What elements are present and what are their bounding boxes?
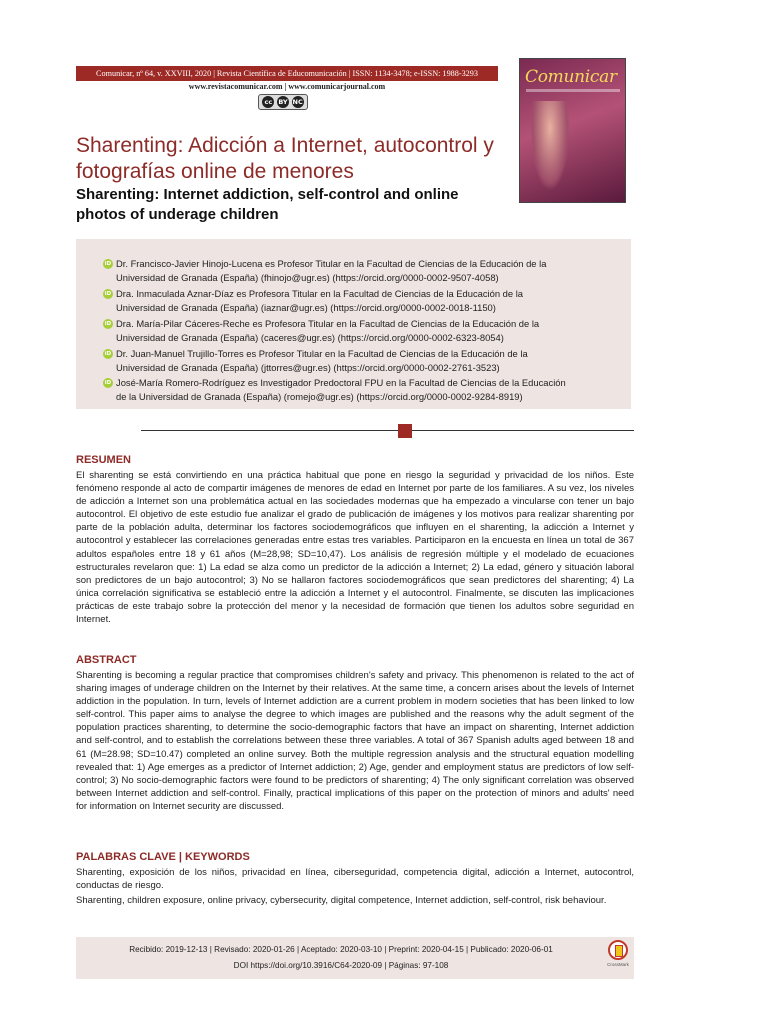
section-divider <box>141 430 634 431</box>
keywords-heading: PALABRAS CLAVE | KEYWORDS <box>76 851 250 863</box>
orcid-icon[interactable]: iD <box>104 261 112 267</box>
keywords-english: Sharenting, children exposure, online privacy, cybersecurity, digital competence, Internet addiction, self-control, risk behaviour. <box>76 895 607 906</box>
abstract-body: Sharenting is becoming a regular practice that compromises children's safety and privacy. This phenomenon is related to the act of sharing images of underage children on the Internet by their relatives. At the same time, a concern arises about the levels of Internet addiction in the population. In turn, levels of Internet addiction are a current problem in modern societies that has been linked to low self-control. This paper aims to analyse the degree to which images are published and the reasons why the adult segment of the population practices sharenting, to determine the socio-demographic factors that have an impact on sharenting, Internet addiction and self-control, and to establish the correlations between these three variables. A total of 367 Spanish adults aged between 18 and 61 (M=28.98; SD=10.47) completed an online survey. Both the multiple regression analysis and the structural equation modelling revealed that: 1) Age emerges as a predictor of Internet addiction; 2) Age, gender and employment status are predictors of low self-control; 3) No socio-demographic factors were found to be predictors of sharenting; 4) The only significant correlation was observed between Internet addiction and self-control. Finally, practical implications of this paper on the protection of minors and adults' need for information on Internet security are discussed. <box>76 670 634 812</box>
article-title-english: Sharenting: Internet addiction, self-control and online photos of underage children <box>76 186 459 223</box>
author-line: de la Universidad de Granada (España) (romejo@ugr.es) (https://orcid.org/0000-0002-9284-8919) <box>116 391 523 402</box>
cover-subtitle-bar <box>526 89 620 92</box>
author-line: Universidad de Granada (España) (iaznar@ugr.es) (https://orcid.org/0000-0002-0018-1150) <box>116 302 496 313</box>
publication-dates: Recibido: 2019-12-13 | Revisado: 2020-01-26 | Aceptado: 2020-03-10 | Preprint: 2020-04-15 | Publicado: 2020-06-01 <box>129 945 553 954</box>
cc-icon: cc <box>262 96 274 108</box>
doi-pages[interactable]: DOI https://doi.org/10.3916/C64-2020-09 | Páginas: 97-108 <box>233 961 449 970</box>
abstract-heading: ABSTRACT <box>76 654 137 666</box>
author-line: Dr. Juan-Manuel Trujillo-Torres es Profesor Titular en la Facultad de Ciencias de la Educación de la <box>116 348 528 359</box>
author-line: Universidad de Granada (España) (jttorres@ugr.es) (https://orcid.org/0000-0002-2761-3523) <box>116 362 500 373</box>
author-line: Dra. Inmaculada Aznar-Díaz es Profesora Titular en la Facultad de Ciencias de la Educación de la <box>116 288 523 299</box>
journal-web-links[interactable]: www.revistacomunicar.com | www.comunicarjournal.com <box>188 82 386 91</box>
author-line: Universidad de Granada (España) (caceres@ugr.es) (https://orcid.org/0000-0002-6323-8054) <box>116 332 504 343</box>
publication-info-box <box>76 937 634 979</box>
author-line: Universidad de Granada (España) (fhinojo@ugr.es) (https://orcid.org/0000-0002-9507-4058) <box>116 272 499 283</box>
journal-header-bar: Comunicar, nº 64, v. XXVIII, 2020 | Revista Científica de Educomunicación | ISSN: 1134-3478; e-ISSN: 1988-3293 <box>76 66 498 81</box>
cover-figure <box>530 101 570 191</box>
journal-cover-image <box>519 58 626 203</box>
divider-square-marker <box>398 424 412 438</box>
resumen-heading: RESUMEN <box>76 454 132 466</box>
author-entry <box>104 257 611 285</box>
crossmark-label: CrossMark <box>607 962 629 967</box>
author-entry <box>104 317 611 345</box>
author-entry <box>104 347 611 375</box>
author-entry <box>104 287 611 315</box>
keywords-spanish: Sharenting, exposición de los niños, privacidad en línea, ciberseguridad, competencia digital, adicción a Internet, autocontrol, conductas de riesgo. <box>76 867 634 892</box>
creative-commons-badge[interactable] <box>258 94 308 110</box>
crossmark-badge[interactable] <box>606 940 630 976</box>
cover-title: Comunicar <box>525 67 617 87</box>
author-line: José-María Romero-Rodríguez es Investigador Predoctoral FPU en la Facultad de Ciencias de la Educación <box>116 377 566 388</box>
author-line: Dra. María-Pilar Cáceres-Reche es Profesora Titular en la Facultad de Ciencias de la Educación de la <box>116 318 540 329</box>
orcid-icon[interactable]: iD <box>104 380 112 386</box>
authors-box <box>76 239 631 409</box>
orcid-icon[interactable]: iD <box>104 291 112 297</box>
resumen-body: El sharenting se está convirtiendo en una práctica habitual que pone en riesgo la seguridad y privacidad de los niños. Este fenómeno responde al acto de compartir imágenes de menores de edad en Internet por parte de los familiares. A su vez, los niveles de adicción a Internet son una problemática actual en las sociedades modernas que ha empezado a vincularse con tener un bajo autocontrol. El objetivo de este estudio fue analizar el grado de publicación de imágenes y los motivos para realizar sharenting por parte de la población adulta, determinar los factores sociodemográficos que influyen en el sharenting, la adicción a Internet y autocontrol y establecer las correlaciones generadas entre estas tres variables. Participaron en la encuesta en línea un total de 367 adultos españoles entre 18 y 61 años (M=28,98; SD=10,47). Los análisis de regresión múltiple y el modelado de ecuaciones estructurales revelaron que: 1) La edad se alza como un predictor de la adicción a Internet; 2) La edad, género y situación laboral son predictores de un bajo autocontrol; 3) No se hallaron factores sociodemográficos que sean predictores del sharenting; 4) La única correlación significativa se estableció entre la adicción a Internet y el autocontrol. Finalmente, se discuten las implicaciones prácticas de este trabajo sobre la protección del menor y la necesidad de formación que tienen los adultos sobre seguridad en Internet. <box>76 470 634 626</box>
nc-icon: NC <box>292 98 303 106</box>
article-title-spanish: Sharenting: Adicción a Internet, autocontrol y fotografías online de menores <box>76 134 494 183</box>
orcid-icon[interactable]: iD <box>104 351 112 357</box>
orcid-icon[interactable]: iD <box>104 321 112 327</box>
author-line: Dr. Francisco-Javier Hinojo-Lucena es Profesor Titular en la Facultad de Ciencias de la Educación de la <box>116 258 547 269</box>
author-entry <box>104 376 611 404</box>
crossmark-icon <box>608 940 628 960</box>
by-icon: BY <box>278 98 288 106</box>
